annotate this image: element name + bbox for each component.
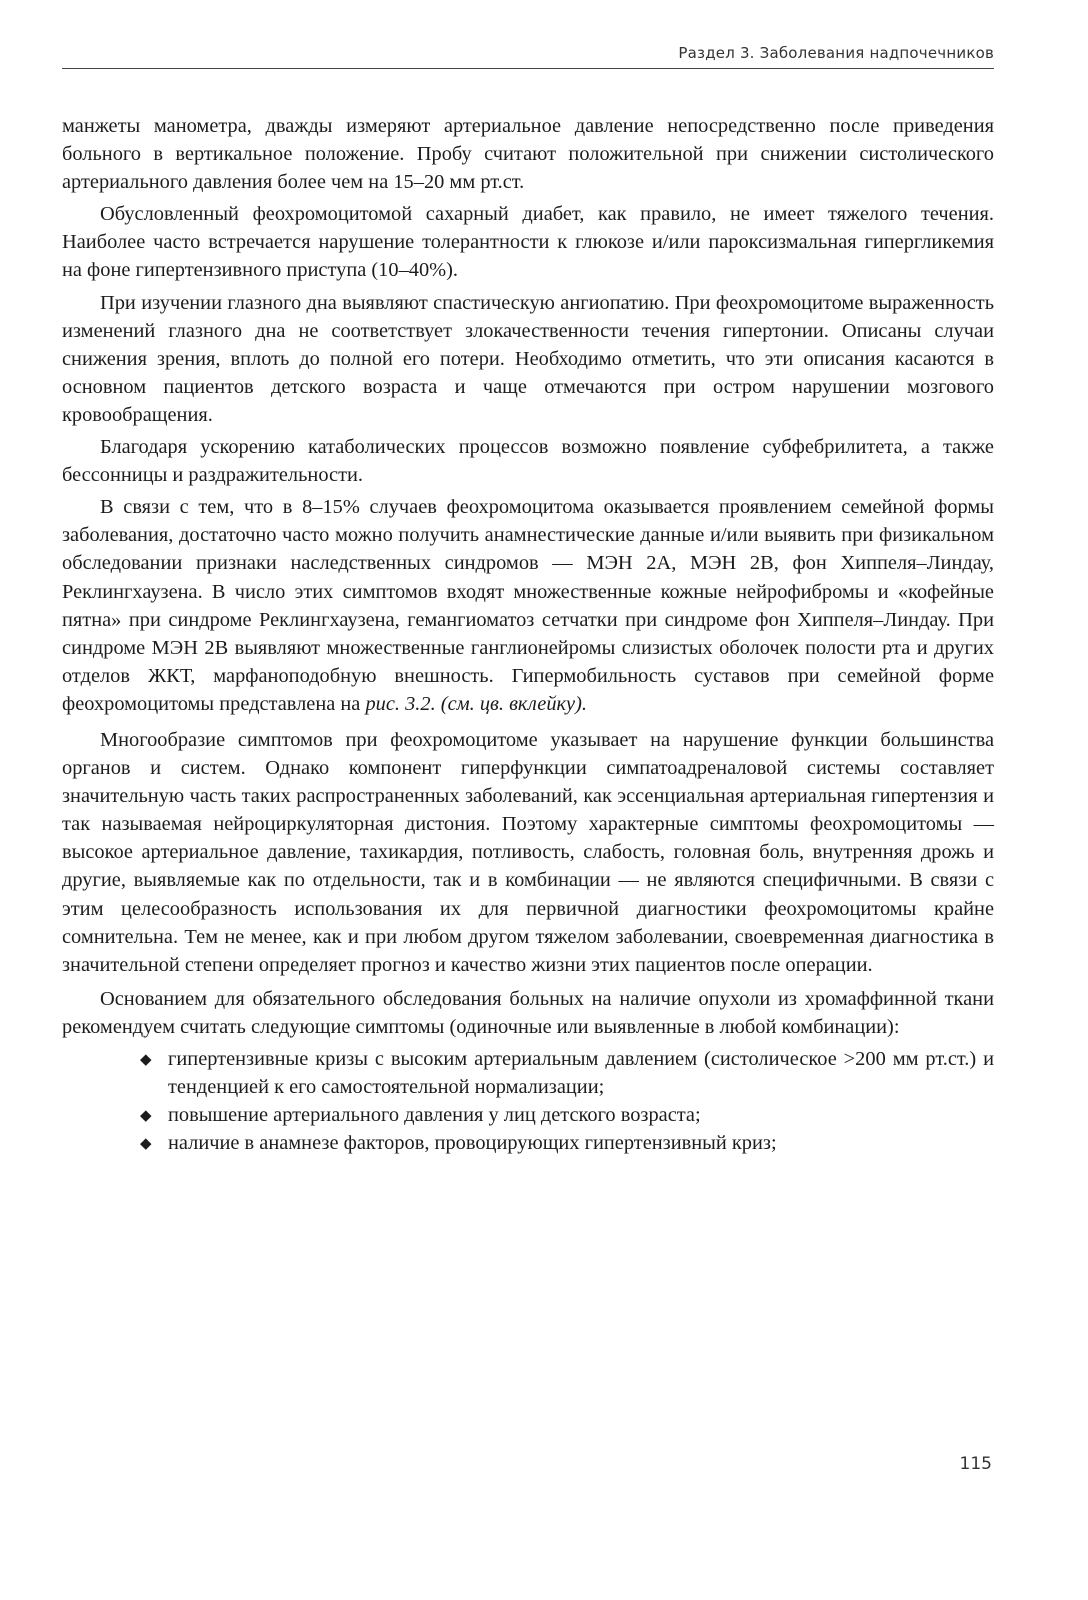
paragraph bbox=[62, 493, 994, 718]
header-rule bbox=[62, 68, 994, 69]
diamond-bullet-icon: ◆ bbox=[140, 1106, 152, 1125]
list-item bbox=[140, 1045, 994, 1101]
paragraph-text: В связи с тем, что в 8–15% случаев феохромоцитома оказывается проявлением семейной формы заболевания, достаточно часто можно получить анамнестические данные и/или выявить при физикальном обследовании признаки наследственных синдромов — МЭН 2А, МЭН 2В, фон Хиппеля–Линдау, Реклингхаузена. В число этих симптомов входят множественные кожные нейрофибромы и «кофейные пятна» при синдроме Реклингхаузена, гемангиоматоз сетчатки при синдроме фон Хиппеля–Линдау. При синдроме МЭН 2В выявляют множественные ганглионейромы слизистых оболочек полости рта и других отделов ЖКТ, марфаноподобную внешность. Гипермобильность суставов при семейной форме феохромоцитомы представлена на bbox=[62, 496, 994, 715]
paragraph: При изучении глазного дна выявляют спастическую ангиопатию. При феохромоцитоме выраженность изменений глазного дна не соответствует злокачественности течения гипертонии. Описаны случаи снижения зрения, вплоть до полной его потери. Необходимо отметить, что эти описания касаются в основном пациентов детского возраста и чаще отмечаются при остром нарушении мозгового кровообращения. bbox=[62, 291, 994, 426]
list-item-text: гипертензивные кризы с высоким артериальным давлением (систолическое >200 мм рт.ст.) и тенденцией к его самостоятельной нормализации; bbox=[168, 1048, 994, 1099]
list-item-text: наличие в анамнезе факторов, провоцирующих гипертензивный криз; bbox=[168, 1132, 777, 1155]
paragraph: Благодаря ускорению катаболических процессов возможно появление субфебрилитета, а также бессонницы и раздражительности. bbox=[62, 436, 994, 487]
diamond-bullet-icon: ◆ bbox=[140, 1050, 152, 1068]
body-text bbox=[62, 112, 994, 1157]
paragraph: Основанием для обязательного обследования больных на наличие опухоли из хромаффинной ткани рекомендуем считать следующие симптомы (одиночные или выявленные в любой комбинации): bbox=[62, 987, 994, 1038]
list-item-text: повышение артериального давления у лиц детского возраста; bbox=[168, 1104, 701, 1127]
diamond-bullet-icon: ◆ bbox=[140, 1134, 152, 1153]
page-number: 115 bbox=[959, 1454, 992, 1474]
symptom-list bbox=[62, 1045, 994, 1157]
running-head: Раздел 3. Заболевания надпочечников bbox=[678, 44, 994, 62]
figure-reference: рис. 3.2. (см. цв. вклейку). bbox=[365, 692, 587, 715]
paragraph: Многообразие симптомов при феохромоцитоме указывает на нарушение функции большинства органов и систем. Однако компонент гиперфункции симпатоадреналовой системы составляет значительную часть таких распространенных заболеваний, как эссенциальная артериальная гипертензия и так называемая нейроциркуляторная дистония. Поэтому характерные симптомы феохромоцитомы — высокое артериальное давление, тахикардия, потливость, слабость, головная боль, внутренняя дрожь и другие, выявляемые как по отдельности, так и в комбинации — не являются специфичными. В связи с этим целесообразность использования их для первичной диагностики феохромоцитомы крайне сомнительна. Тем не менее, как и при любом другом тяжелом заболевании, своевременная диагностика в значительной степени определяет прогноз и качество жизни этих пациентов после операции. bbox=[62, 728, 994, 976]
list-item bbox=[140, 1101, 994, 1129]
list-item bbox=[140, 1129, 994, 1157]
paragraph: манжеты манометра, дважды измеряют артериальное давление непосредственно после приведения больного в вертикальное положение. Пробу считают положительной при снижении систолического артериального давления более чем на 15–20 мм рт.ст. bbox=[62, 115, 994, 194]
paragraph: Обусловленный феохромоцитомой сахарный диабет, как правило, не имеет тяжелого течения. Наиболее часто встречается нарушение толерантности к глюкозе и/или пароксизмальная гипергликемия на фоне гипертензивного приступа (10–40%). bbox=[62, 203, 994, 282]
